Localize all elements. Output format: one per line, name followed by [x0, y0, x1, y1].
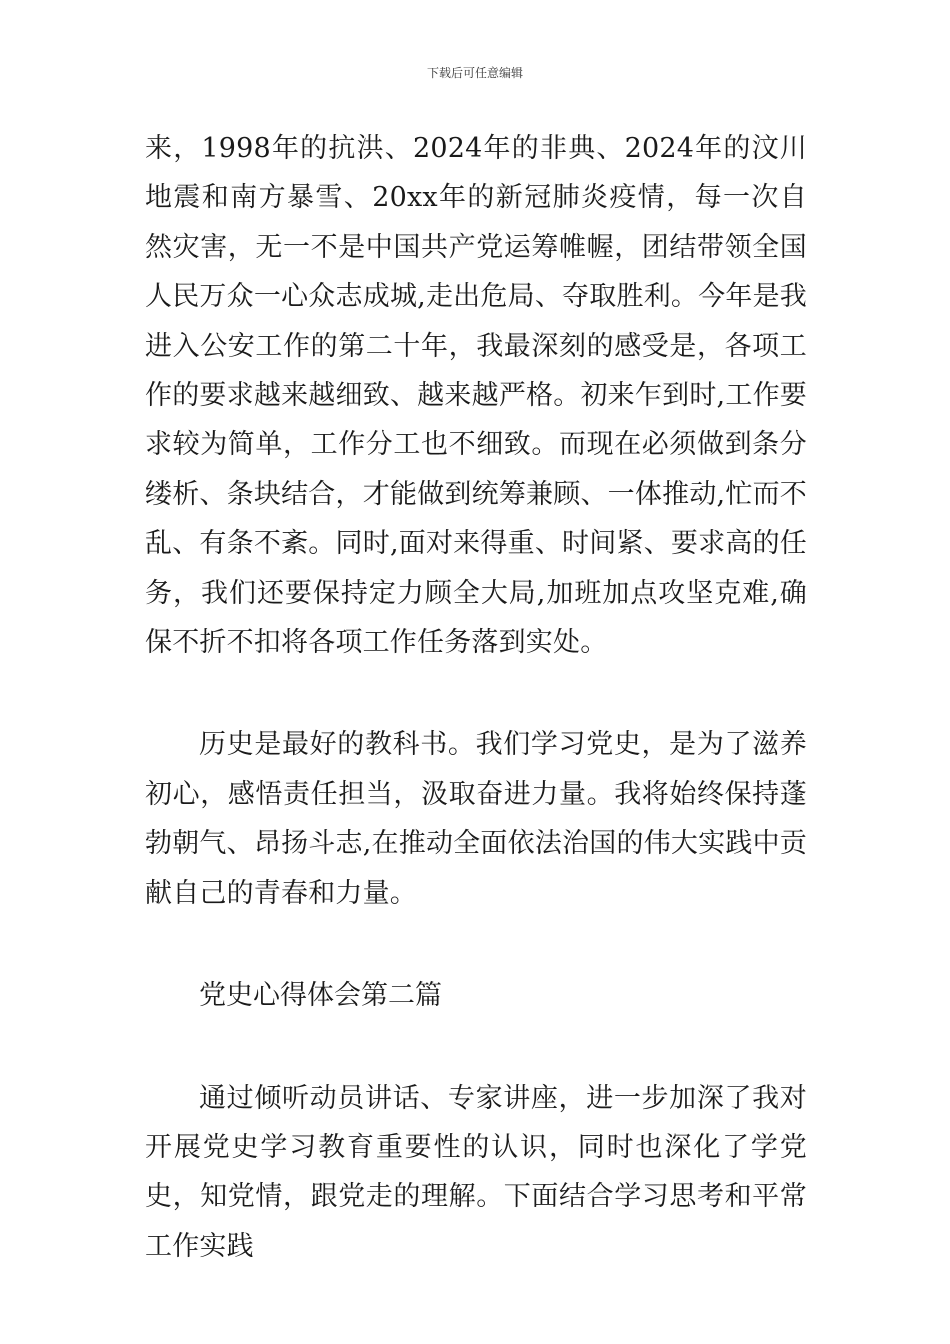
- document-body: [145, 124, 807, 1271]
- paragraph-section-intro: 通过倾听动员讲话、专家讲座，进一步加深了我对开展党史学习教育重要性的认识，同时也深化了学党史，知党情，跟党走的理解。下面结合学习思考和平常工作实践: [145, 1082, 807, 1262]
- paragraph-history: 历史是最好的教科书。我们学习党史，是为了滋养初心，感悟责任担当，汲取奋进力量。我将始终保持蓬勃朝气、昂扬斗志,在推动全面依法治国的伟大实践中贡献自己的青春和力量。: [145, 729, 807, 909]
- page-header: 下载后可任意编辑: [426, 66, 523, 80]
- paragraph-continuation: 来，1998年的抗洪、2024年的非典、2024年的汶川地震和南方暴雪、20xx年的新冠肺炎疫情，每一次自然灾害，无一不是中国共产党运筹帷幄，团结带领全国人民万众一心众志成城,走出危局、夺取胜利。今年是我进入公安工作的第二十年，我最深刻的感受是，各项工作的要求越来越细致、越来越严格。初来乍到时,工作要求较为简单，工作分工也不细致。而现在必须做到条分缕析、条块结合，才能做到统筹兼顾、一体推动,忙而不乱、有条不紊。同时,面对来得重、时间紧、要求高的任务，我们还要保持定力顾全大局,加班加点攻坚克难,确保不折不扣将各项工作任务落到实处。: [145, 133, 807, 659]
- section-title: 党史心得体会第二篇: [199, 980, 442, 1012]
